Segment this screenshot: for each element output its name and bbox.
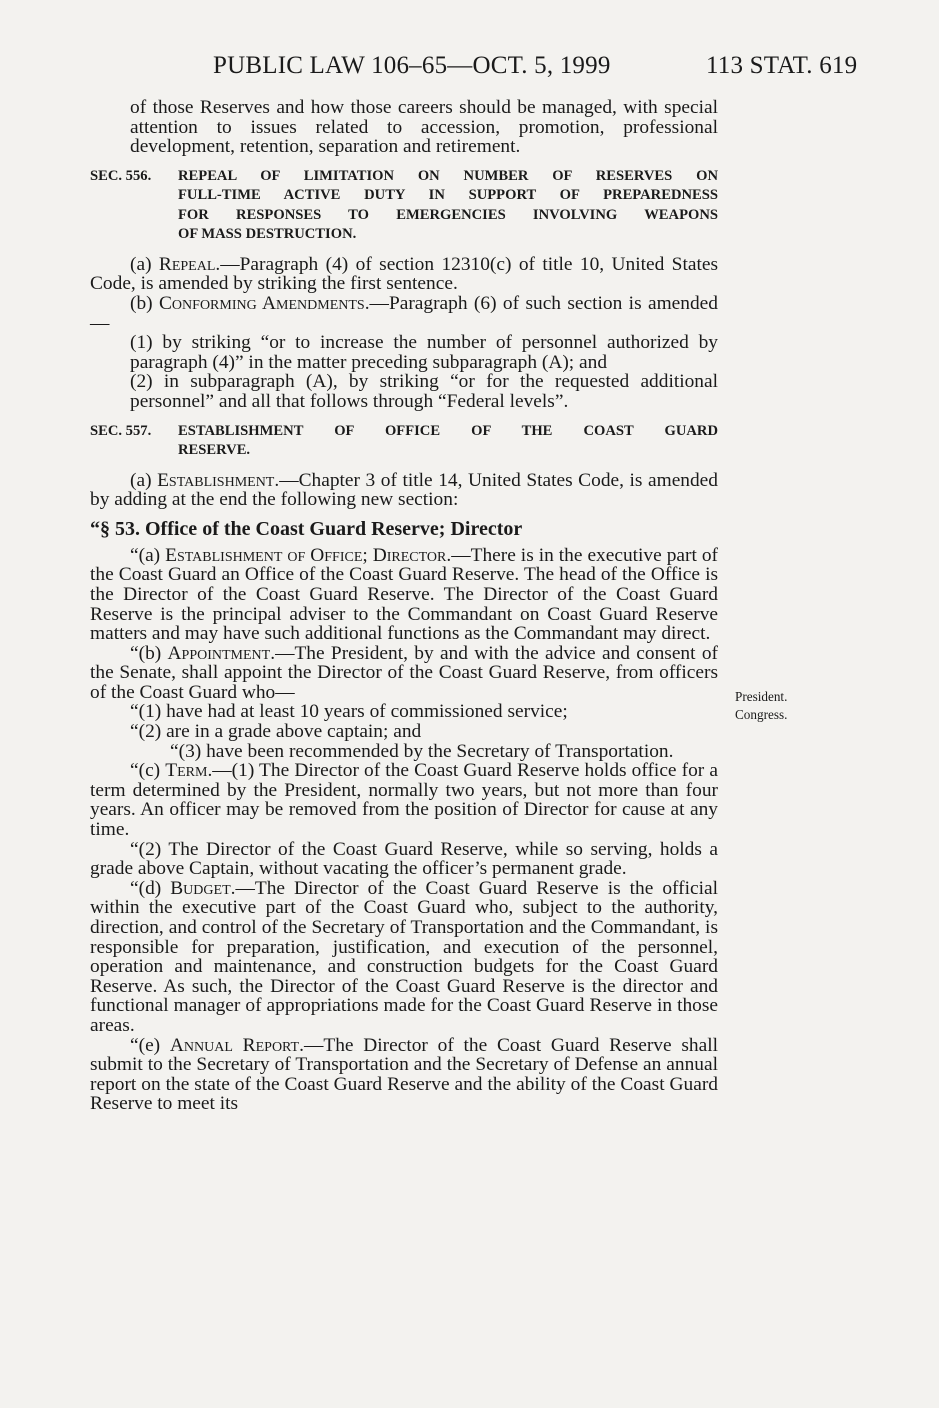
subsection-text: .—Paragraph (4) of section 12310(c) of title 10, United States Code, is amended by striking the first sentence. [90,253,718,295]
text-column [90,98,718,1114]
s53-c-paragraph-2: “(2) The Director of the Coast Guard Reserve, while so serving, holds a grade above Captain, without vacating the officer’s permanent grade. [90,838,718,880]
section-title-line: OF MASS DESTRUCTION. [178,226,357,243]
subsection-heading: Conforming Amendments [159,292,365,314]
section-number: SEC. 557. [90,422,152,439]
subsection-heading: Establishment [157,469,275,491]
section-title [178,422,718,461]
section-title-line: ESTABLISHMENT OF OFFICE OF THE COAST GUARD [178,422,718,439]
subsection-text: .—The President, by and with the advice and consent of the Senate, shall appoint the Director of the Coast Guard Reserve, from officers of the Coast Guard who— [90,642,718,703]
subsection-text: .—The Director of the Coast Guard Reserve is the official within the executive part of the Coast Guard who, subject to the authority, direction, and control of the Secretary of Transportation and the Commandant, is responsible for preparation, justification, and execution of the personnel, operation and maintenance, and construction budgets for the Coast Guard Reserve. As such, the Director of the Coast Guard Reserve is the director and functional manager of appropriations made for the Coast Guard Reserve in those areas. [90,877,718,1036]
subsection-text: .—(1) The Director of the Coast Guard Reserve holds office for a term determined by the President, normally two years, but not more than four years. An officer may be removed from the position of Director for cause at any time. [90,760,718,841]
subsection-label: “(b) [130,642,168,664]
subsection-a-establishment [90,471,718,510]
section-number: SEC. 556. [90,167,152,184]
s53-subsection-d [90,879,718,1036]
subsection-heading: Annual Report [169,1034,300,1056]
subsection-heading: Appointment [167,642,271,664]
section-53-heading: “§ 53. Office of the Coast Guard Reserve; Director [90,517,523,540]
s53-subsection-a [90,546,718,644]
section-title-line: RESERVE. [178,442,251,459]
s53-subsection-b [90,644,718,703]
subsection-heading: Establishment of Office; Director [165,544,447,566]
section-title [178,167,718,245]
subsection-b-conforming [90,294,718,333]
subsection-heading: Repeal [158,253,216,275]
margin-note-congress: Congress. [735,707,788,722]
section-title-line: FOR RESPONSES TO EMERGENCIES INVOLVING WEAPONS [178,206,718,223]
margin-note-president: President. [735,689,788,704]
running-header-title: PUBLIC LAW 106–65—OCT. 5, 1999 [213,52,611,79]
subsection-text: .—There is in the executive part of the Coast Guard an Office of the Coast Guard Reserve. The head of the Office is the Director of the Coast Guard Reserve. The Director of the Coast Guard Reserve is the principal adviser to the Commandant on Coast Guard Reserve matters and may have such additional functions as the Commandant may direct. [90,544,718,645]
subsection-label: “(a) [130,544,166,566]
subsection-text: .—Chapter 3 of title 14, United States Code, is amended by adding at the end the following new section: [90,469,718,511]
s53-b-item-1: “(1) have had at least 10 years of commissioned service; [130,701,568,723]
subsection-label: “(d) [130,877,171,899]
subsection-label: “(c) [130,760,166,782]
subsection-text: .—The Director of the Coast Guard Reserve shall submit to the Secretary of Transportation and the Secretary of Defense an annual report on the state of the Coast Guard Reserve and the ability of the Coast Guard Reserve to meet its [90,1034,718,1115]
s53-b-item-2: “(2) are in a grade above captain; and [130,721,422,743]
continuation-paragraph: of those Reserves and how those careers should be managed, with special attention to issues related to accession, promotion, professional development, retention, separation and retirement. [130,97,718,158]
subsection-label: (a) [130,253,159,275]
paragraph-item-1: (1) by striking “or to increase the number of personnel authorized by paragraph (4)” in the matter preceding subparagraph (A); and [130,332,718,373]
subsection-label: “(e) [130,1034,170,1056]
s53-subsection-e [90,1036,718,1114]
subsection-a-repeal [90,255,718,294]
section-556-heading [90,167,718,245]
section-title-line: FULL-TIME ACTIVE DUTY IN SUPPORT OF PREPAREDNESS [178,187,718,204]
subsection-label: (b) [130,292,159,314]
subsection-text: .—Paragraph (6) of such section is amended— [90,292,718,334]
s53-b-item-3: “(3) have been recommended by the Secretary of Transportation. [170,740,674,762]
subsection-heading: Budget [170,877,231,899]
subsection-label: (a) [130,469,158,491]
paragraph-item-2: (2) in subparagraph (A), by striking “or for the requested additional personnel” and all that follows through “Federal levels”. [130,371,718,412]
section-title-line: REPEAL OF LIMITATION ON NUMBER OF RESERVES ON [178,167,718,184]
subsection-heading: Term [165,760,208,782]
running-header-stat-page: 113 STAT. 619 [706,52,858,79]
s53-subsection-c [90,761,718,839]
section-557-heading [90,422,718,461]
